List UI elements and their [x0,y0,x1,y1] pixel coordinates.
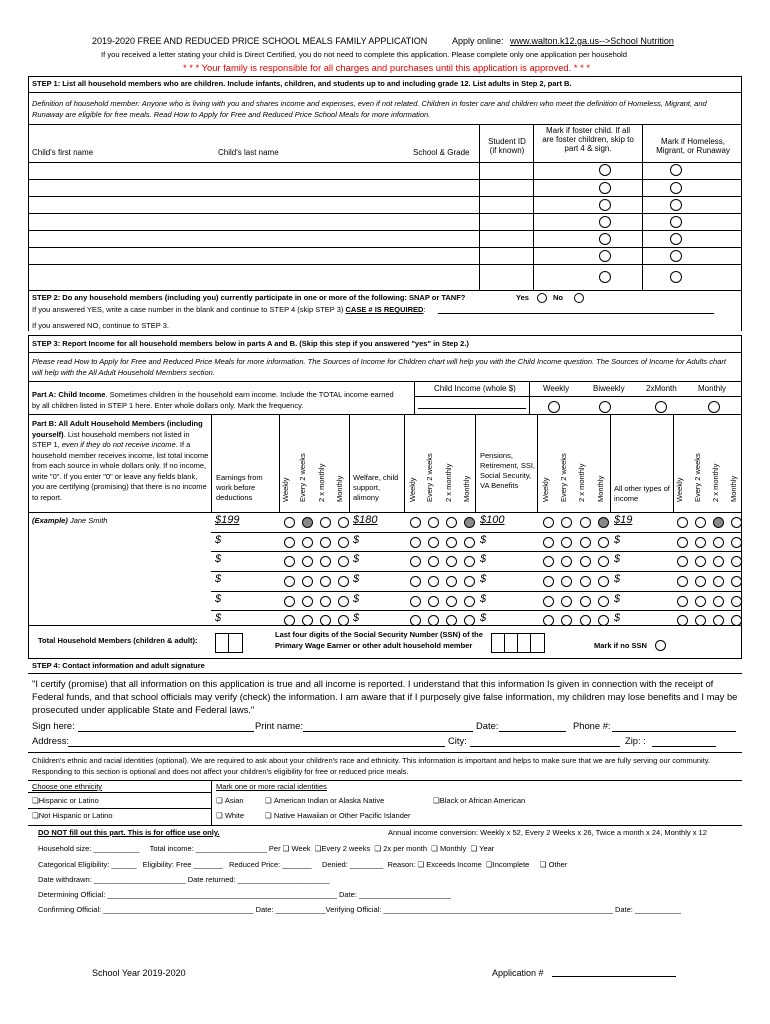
foster-radio[interactable] [599,164,611,176]
income-amount-field[interactable]: $ [215,534,222,546]
frequency-radio[interactable] [731,517,742,528]
frequency-radio[interactable] [543,556,554,567]
print-name-label: Print name: [255,720,303,731]
race-heading: Mark one or more racial identities [216,782,327,791]
income-amount-field[interactable]: $ [614,553,621,565]
step1-title: STEP 1: List all household members who are children. Include infants, children, and students up to and including grade 12. List adults in Step 2, part B. [32,79,572,88]
frequency-radio[interactable] [561,517,572,528]
checkbox-icon[interactable]: ❏ [431,844,438,853]
checkbox-icon[interactable]: ❏ [485,860,493,869]
frequency-radio[interactable] [284,537,295,548]
form-title: 2019-2020 FREE AND REDUCED PRICE SCHOOL MEALS FAMILY APPLICATION [92,36,428,46]
frequency-radio[interactable] [446,556,457,567]
hispanic-option: ❏Hispanic or Latino [32,796,99,805]
office-use-title: DO NOT fill out this part. This is for office use only. [38,828,220,837]
certification-statement: "I certify (promise) that all information on this application is true and all income is reported. I understand that this information Is given in connection with the receipt of Federal funds, and that school officials may verify (check) the information. I am aware that if I purposely give false information, my children may lose benefits and I may be prosecuted under applicable State and Federal laws." [32,678,738,716]
step2-yes-instruction: If you answered YES, write a case number in the blank and continue to STEP 4 (skip STEP 3) CASE # IS REQUIRED: [32,305,426,314]
checkbox-icon[interactable]: ❏ [216,811,223,820]
earnings-header: Earnings from work before deductions [216,473,263,503]
frequency-radio[interactable] [338,537,349,548]
hawaiian-option: ❏ Native Hawaiian or Other Pacific Islander [265,811,411,820]
frequency-radio[interactable] [410,556,421,567]
col-foster: Mark if foster child. If all are foster children, skip to part 4 & sign. [542,126,634,154]
frequency-radio[interactable] [677,517,688,528]
income-amount-field[interactable]: $ [215,553,222,565]
native-american-option: ❏ American Indian or Alaska Native [265,796,385,805]
frequency-radio[interactable] [543,517,554,528]
checkbox-icon[interactable]: ❏ [314,844,322,853]
frequency-radio[interactable] [713,537,724,548]
frequency-radio[interactable] [713,556,724,567]
homeless-radio[interactable] [670,199,682,211]
print-name-field[interactable] [303,731,473,732]
homeless-radio[interactable] [670,250,682,262]
frequency-radio[interactable] [561,537,572,548]
case-number-field[interactable] [438,313,714,314]
step3-title: STEP 3: Report Income for all household members below in parts A and B. (Skip this step if you answered "yes" in Step 2.) [32,339,469,348]
income-amount-field[interactable]: $ [614,612,621,624]
frequency-radio[interactable] [580,556,591,567]
frequency-radio[interactable] [284,517,295,528]
frequency-radio[interactable] [446,537,457,548]
frequency-radio[interactable] [338,517,349,528]
homeless-radio[interactable] [670,216,682,228]
freq-every2-label: Every 2 weeks [559,453,568,502]
example-row-label: (Example) Jane Smith [32,516,108,525]
income-amount-field[interactable]: $ [353,553,360,565]
example-earnings: $199 [215,514,240,526]
total-members-label: Total Household Members (children & adult): [38,636,198,645]
frequency-radio[interactable] [580,537,591,548]
office-row-5: Confirming Official: ____________________________________ Date: ____________Verifying Official: _______________________________________________________ Date: ___________ [38,905,681,914]
checkbox-icon[interactable]: ❏ [433,796,440,805]
ethnic-intro: Children's ethnic and racial identities (optional). We are required to ask about your children's race and ethnicity. This information is important and helps to make sure that we are fully serving our community. Responding to this section is optional and does not affect your children's eligibility for free or reduced price meals. [32,756,711,776]
frequency-radio[interactable] [284,576,295,587]
income-amount-field[interactable]: $ [480,534,487,546]
frequency-radio[interactable] [428,556,439,567]
frequency-radio[interactable] [598,517,609,528]
income-amount-field[interactable]: $ [480,612,487,624]
frequency-radio[interactable] [598,537,609,548]
checkbox-icon[interactable]: ❏ [216,796,223,805]
pensions-header: Pensions, Retirement, SSI, Social Security, VA Benefits [480,451,536,491]
foster-radio[interactable] [599,271,611,283]
freq-2xmonthly-label: 2 x monthly [711,463,720,502]
responsibility-warning: * * * Your family is responsible for all charges and purchases until this application is approved. * * * [183,62,590,73]
freq-2xmonthly-label: 2 x monthly [317,463,326,502]
frequency-radio[interactable] [677,596,688,607]
frequency-radio[interactable] [428,517,439,528]
conversion-note: Annual income conversion: Weekly x 52, Every 2 Weeks x 26, Twice a month x 24, Monthly x 12 [388,828,707,837]
office-row-1: Household size: ___________ Total income: _________________ Per ❏ Week ❏Every 2 weeks ❏ 2x per month ❏ Monthly ❏ Year [38,844,495,853]
foster-radio[interactable] [599,182,611,194]
frequency-radio[interactable] [713,576,724,587]
col-school-grade: School & Grade [413,148,470,157]
frequency-radio[interactable] [561,596,572,607]
frequency-radio[interactable] [428,596,439,607]
zip-label: Zip: : [625,735,646,746]
white-option: ❏ White [216,811,244,820]
child-biweekly-radio[interactable] [599,401,611,413]
frequency-radio[interactable] [320,556,331,567]
frequency-radio[interactable] [320,596,331,607]
not-hispanic-option: ❏Not Hispanic or Latino [32,811,113,820]
office-row-2: Categorical Eligibility: ______ Eligibility: Free _______ Reduced Price: _______ Denied: ________ Reason: ❏ Exceeds Income ❏Incomplete ❏ Other [38,860,568,869]
checkbox-icon[interactable]: ❏ [32,811,39,820]
child-weekly-radio[interactable] [548,401,560,413]
frequency-radio[interactable] [410,596,421,607]
frequency-radio[interactable] [284,556,295,567]
foster-radio[interactable] [599,233,611,245]
income-amount-field[interactable]: $ [353,593,360,605]
income-amount-field[interactable]: $ [614,593,621,605]
col-child-last: Child's last name [218,148,279,157]
freq-every2-label: Every 2 weeks [693,453,702,502]
col-homeless: Mark if Homeless, Migrant, or Runaway [656,137,730,156]
frequency-radio[interactable] [598,576,609,587]
frequency-radio[interactable] [598,556,609,567]
frequency-radio[interactable] [561,556,572,567]
frequency-radio[interactable] [695,556,706,567]
frequency-radio[interactable] [302,517,313,528]
freq-monthly-label: Monthly [462,475,471,502]
part-b-description: Part B: All Adult Household Members (including yourself). List household members not listed in STEP 1, even if they do not receive income. If a household member receives income, list total income from each source in whole dollars only. If no income, write "0". If you enter "0" or leave any fields blank, you are certifying (promising) that there is no income to report. [32,419,209,502]
frequency-radio[interactable] [677,556,688,567]
step2-no-instruction: If you answered NO, continue to STEP 3. [32,321,170,330]
frequency-radio[interactable] [446,596,457,607]
no-ssn-label: Mark if no SSN [594,641,647,650]
freq-2xmonthly-label: 2 x monthly [577,463,586,502]
frequency-radio[interactable] [464,596,475,607]
frequency-radio[interactable] [320,537,331,548]
frequency-radio[interactable] [464,556,475,567]
checkbox-icon[interactable]: ❏ [265,796,272,805]
checkbox-icon[interactable]: ❏ [539,860,547,869]
frequency-radio[interactable] [695,596,706,607]
income-amount-field[interactable]: $ [480,573,487,585]
frequency-radio[interactable] [543,537,554,548]
city-label: City: [448,735,467,746]
child-income-header: Child Income (whole $) [434,384,516,393]
income-amount-field[interactable]: $ [614,573,621,585]
frequency-radio[interactable] [695,517,706,528]
total-members-box[interactable] [215,633,243,653]
step3-intro: Please read How to Apply for Free and Reduced Price Meals for more information. The Sources of Income for Children chart will help you with the Child Income question. The Sources of Income for Adults chart will help with the All Adult Household Members section. [32,357,726,378]
income-amount-field[interactable]: $ [215,573,222,585]
checkbox-icon[interactable]: ❏ [417,860,425,869]
checkbox-icon[interactable]: ❏ [374,844,382,853]
child-2xmonth-radio[interactable] [655,401,667,413]
ssn-label: Last four digits of the Social Security Number (SSN) of the Primary Wage Earner or other adult household member [275,630,483,650]
col-student-id: Student ID (if known) [488,137,526,156]
income-amount-field[interactable]: $ [353,534,360,546]
frequency-radio[interactable] [598,596,609,607]
apply-online-link[interactable]: www.walton.k12.ga.us-->School Nutrition [510,36,674,46]
child-income-field[interactable] [418,408,526,409]
frequency-radio[interactable] [695,537,706,548]
address-label: Address: [32,735,69,746]
apply-online-label: Apply online: [452,36,504,46]
homeless-radio[interactable] [670,271,682,283]
freq-weekly-label: Weekly [281,477,290,502]
date-field[interactable] [499,731,566,732]
frequency-radio[interactable] [302,596,313,607]
office-row-3: Date withdrawn: ______________________ Date returned: ______________________ [38,875,330,884]
frequency-radio[interactable] [428,537,439,548]
asian-option: ❏ Asian [216,796,244,805]
frequency-radio[interactable] [338,596,349,607]
frequency-radio[interactable] [320,576,331,587]
frequency-radio[interactable] [338,556,349,567]
income-amount-field[interactable]: $ [480,553,487,565]
checkbox-icon[interactable]: ❏ [265,811,272,820]
no-ssn-radio[interactable] [655,640,666,651]
address-field[interactable] [68,746,445,747]
income-amount-field[interactable]: $ [215,612,222,624]
frequency-radio[interactable] [410,576,421,587]
frequency-radio[interactable] [731,576,742,587]
frequency-radio[interactable] [428,576,439,587]
phone-label: Phone #: [573,720,611,731]
example-pensions: $100 [480,514,505,526]
example-other: $19 [614,514,633,526]
homeless-radio[interactable] [670,233,682,245]
child-monthly-header: Monthly [698,384,727,393]
homeless-radio[interactable] [670,182,682,194]
direct-cert-note: If you received a letter stating your child is Direct Certified, you do not need to complete this application. Please complete only one application per household [101,50,627,59]
frequency-radio[interactable] [695,576,706,587]
frequency-radio[interactable] [446,517,457,528]
income-amount-field[interactable]: $ [215,593,222,605]
other-income-header: All other types of income [614,484,670,504]
snap-yes-label: Yes [516,293,529,302]
sign-label: Sign here: [32,720,75,731]
checkbox-icon[interactable]: ❏ [470,844,478,853]
frequency-radio[interactable] [302,537,313,548]
frequency-radio[interactable] [713,517,724,528]
frequency-radio[interactable] [410,517,421,528]
frequency-radio[interactable] [464,517,475,528]
ssn-boxes[interactable] [491,633,545,653]
foster-radio[interactable] [599,216,611,228]
freq-every2-label: Every 2 weeks [298,453,307,502]
freq-monthly-label: Monthly [335,475,344,502]
child-monthly-radio[interactable] [708,401,720,413]
homeless-radio[interactable] [670,164,682,176]
black-option: ❏Black or African American [433,796,526,805]
signature-field[interactable] [78,731,254,732]
child-weekly-header: Weekly [543,384,570,393]
city-field[interactable] [470,746,620,747]
checkbox-icon[interactable]: ❏ [282,844,290,853]
freq-2xmonthly-label: 2 x monthly [444,463,453,502]
frequency-radio[interactable] [446,576,457,587]
income-amount-field[interactable]: $ [353,612,360,624]
snap-no-label: No [553,293,563,302]
freq-weekly-label: Weekly [675,477,684,502]
frequency-radio[interactable] [464,576,475,587]
application-number-label: Application # [492,968,544,978]
snap-yes-radio[interactable] [537,293,547,303]
frequency-radio[interactable] [410,537,421,548]
welfare-header: Welfare, child support, alimony [353,473,399,503]
frequency-radio[interactable] [302,556,313,567]
child-biweekly-header: Biweekly [593,384,625,393]
phone-field[interactable] [612,731,736,732]
frequency-radio[interactable] [580,517,591,528]
frequency-radio[interactable] [464,537,475,548]
freq-monthly-label: Monthly [596,475,605,502]
frequency-radio[interactable] [543,596,554,607]
frequency-radio[interactable] [284,596,295,607]
zip-field[interactable] [652,746,716,747]
office-row-4: Determining Official: _______________________________________________________ Date: ______________________ [38,890,451,899]
part-a-description: Part A: Child Income. Sometimes children in the household earn income. Include the TOTAL income earned by all children listed in STEP 1 here. Enter whole dollars only. Mark the frequency. [32,390,394,411]
frequency-radio[interactable] [731,537,742,548]
ethnicity-heading: Choose one ethnicity [32,782,103,791]
freq-monthly-label: Monthly [729,475,738,502]
step2-title: STEP 2: Do any household members (including you) currently participate in one or more of the following: SNAP or TANF? [32,293,466,302]
freq-weekly-label: Weekly [408,477,417,502]
school-year-footer: School Year 2019-2020 [92,968,186,978]
application-number-field [552,976,676,977]
foster-radio[interactable] [599,250,611,262]
step4-title: STEP 4: Contact information and adult signature [32,661,205,670]
frequency-radio[interactable] [713,596,724,607]
frequency-radio[interactable] [731,596,742,607]
frequency-radio[interactable] [731,556,742,567]
frequency-radio[interactable] [302,576,313,587]
snap-no-radio[interactable] [574,293,584,303]
income-amount-field[interactable]: $ [353,573,360,585]
freq-every2-label: Every 2 weeks [425,453,434,502]
frequency-radio[interactable] [580,576,591,587]
frequency-radio[interactable] [677,537,688,548]
child-2xmonth-header: 2xMonth [646,384,677,393]
income-amount-field[interactable]: $ [480,593,487,605]
freq-weekly-label: Weekly [541,477,550,502]
frequency-radio[interactable] [580,596,591,607]
date-label: Date: [476,720,499,731]
frequency-radio[interactable] [338,576,349,587]
checkbox-icon[interactable]: ❏ [32,796,39,805]
frequency-radio[interactable] [543,576,554,587]
frequency-radio[interactable] [677,576,688,587]
frequency-radio[interactable] [561,576,572,587]
example-welfare: $180 [353,514,378,526]
household-definition: Definition of household member: Anyone who is living with you and shares income and expenses, even if not related. Children in foster care and children who meet the definition of Homeless, Migrant, and Runaway are eligible for free meals. Read How to Apply for Free and Reduced Price School Meals for more information. [32,99,707,120]
income-amount-field[interactable]: $ [614,534,621,546]
col-child-first: Child's first name [32,148,94,157]
frequency-radio[interactable] [320,517,331,528]
foster-radio[interactable] [599,199,611,211]
